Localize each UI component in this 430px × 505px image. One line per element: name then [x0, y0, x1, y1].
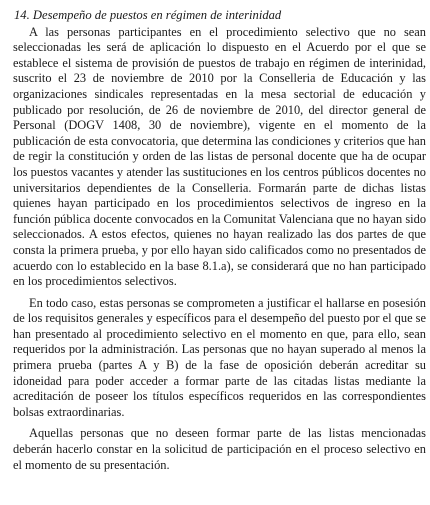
section-heading: 14. Desempeño de puestos en régimen de interinidad — [14, 8, 282, 22]
paragraph-requirements: En todo caso, estas personas se comprometen a justificar el hallarse en posesión de los requisitos generales y específicos para el desempeño del puesto por el que se han presentado al procedimiento selectivo en el momento en que, para ello, sean requeridos por la administración. Las personas que no hayan superado al menos la primera prueba (partes A y B) de la fase de oposición deberán acreditar su idoneidad para poder acceder a formar parte de las citadas listas mediante la acreditación de poseer los títulos específicos requeridos en las correspondientes bolsas extraordinarias. — [13, 295, 426, 419]
paragraph-opt-out: Aquellas personas que no deseen formar parte de las listas mencionadas deberán hacerlo constar en la solicitud de participación en el proceso selectivo en el momento de su presentación. — [13, 426, 426, 472]
paragraph-interinidad-lists: A las personas participantes en el procedimiento selectivo que no sean seleccionadas les será de aplicación lo dispuesto en el Acuerdo por el que se establece el sistema de provisión de puestos de trabajo en régimen de interinidad, suscrito el 23 de noviembre de 2010 por la Conselleria de Educación y las organizaciones sindicales representadas en la mesa sectorial de educación y publicado por resolución, de 26 de noviembre de 2010, del director general de Personal (DOGV 1408, 30 de noviembre), vigente en el momento de la publicación de esta convocatoria, que determina las condiciones y criterios que han de regir la constitución y orden de las listas de personal docente que ha de ocupar los puestos vacantes y atender las sustituciones en los centros públicos docentes no universitarios dependientes de la Conselleria. Formarán parte de dichas listas quienes hayan participado en los procedimientos selectivos de ingreso en la función pública docente convocados en la Comunitat Valenciana que no hayan sido seleccionados. A estos efectos, quienes no hayan realizado las dos partes de que consta la primera prueba, y por ello hayan sido calificados como no presentados de acuerdo con lo establecido en la base 8.1.a), se considerará que no han participado en los procedimientos selectivos. — [13, 24, 427, 289]
